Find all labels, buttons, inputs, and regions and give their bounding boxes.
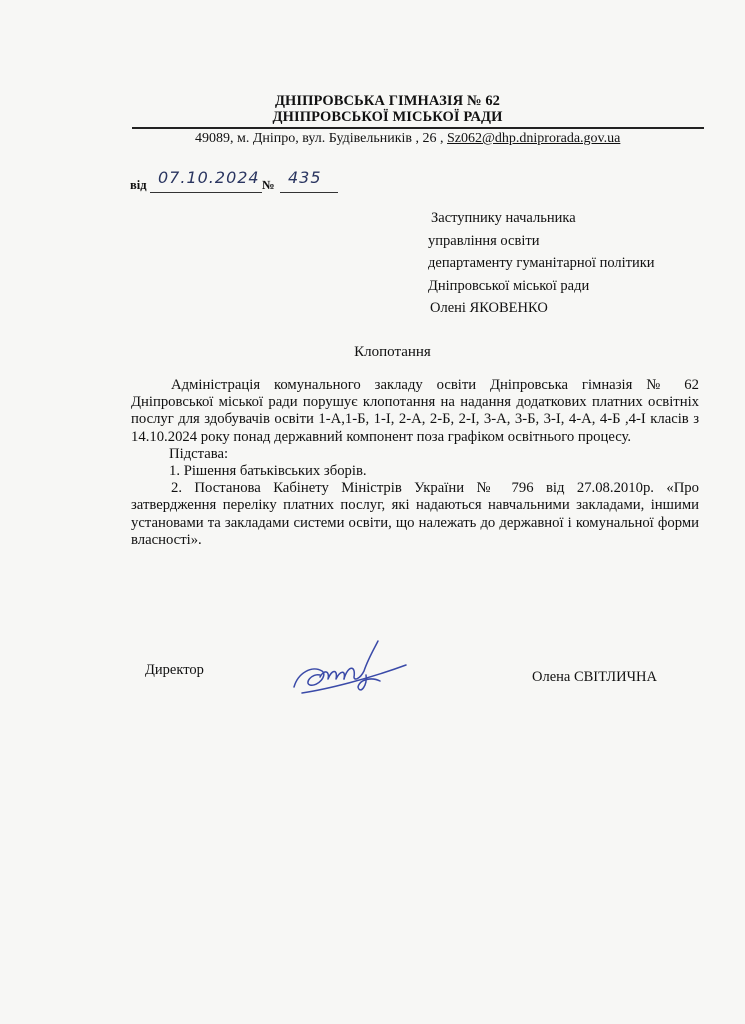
org-address xyxy=(195,131,620,147)
header-divider xyxy=(132,127,704,129)
basis-item: 2. Постанова Кабінету Міністрів України № 796 від 27.08.2010р. «Про затвердження переліку платних послуг, які надаються навчальними закладами, іншими установами та закладами системи освіти, що належать до державної і комунальної форми власності». xyxy=(131,480,699,548)
signature-strokes xyxy=(294,641,406,693)
addressee-line: Заступнику начальника xyxy=(431,210,576,226)
number-underline xyxy=(280,192,338,193)
signer-role: Директор xyxy=(145,662,204,678)
handwritten-signature xyxy=(288,635,413,700)
main-paragraph: Адміністрація комунального закладу освіти Дніпровська гімназія № 62 Дніпровської міської ради порушує клопотання на надання додаткових платних освітніх послуг для здобувачів освіти 1-А,1-Б, 1-І, 2-А, 2-Б, 2-І, 3-А, 3-Б, 3-І, 4-А, 4-Б ,4-І класів з 14.10.2024 року понад державний компонент поза графіком освітнього процесу. xyxy=(131,377,699,445)
addressee-line: Олені ЯКОВЕНКО xyxy=(430,300,548,316)
org-name-line2: ДНІПРОВСЬКОЇ МІСЬКОЇ РАДИ xyxy=(272,109,503,125)
addressee-line: Дніпровської міської ради xyxy=(428,277,590,294)
org-name-line1: ДНІПРОВСЬКА ГІМНАЗІЯ № 62 xyxy=(274,93,501,109)
addressee-line: управління освіти xyxy=(428,232,540,249)
document-body xyxy=(131,377,699,549)
date-underline xyxy=(150,192,262,193)
address-text: 49089, м. Дніпро, вул. Будівельників , 26 , xyxy=(195,131,448,146)
handwritten-number: 435 xyxy=(288,168,322,187)
number-label: № xyxy=(262,178,275,192)
registration-row xyxy=(130,168,390,196)
addressee-block xyxy=(428,207,655,320)
date-label: від xyxy=(130,178,147,192)
signature-row xyxy=(0,635,745,715)
email-link[interactable]: Sz062@dhp.dniprorada.gov.ua xyxy=(447,131,621,146)
basis-item: 1. Рішення батьківських зборів. xyxy=(169,463,367,480)
handwritten-date: 07.10.2024 xyxy=(158,168,260,187)
addressee-line: департаменту гуманітарної політики xyxy=(428,255,655,271)
basis-label: Підстава: xyxy=(169,445,229,462)
document-title: Клопотання xyxy=(354,344,431,360)
signer-name: Олена СВІТЛИЧНА xyxy=(532,669,657,685)
